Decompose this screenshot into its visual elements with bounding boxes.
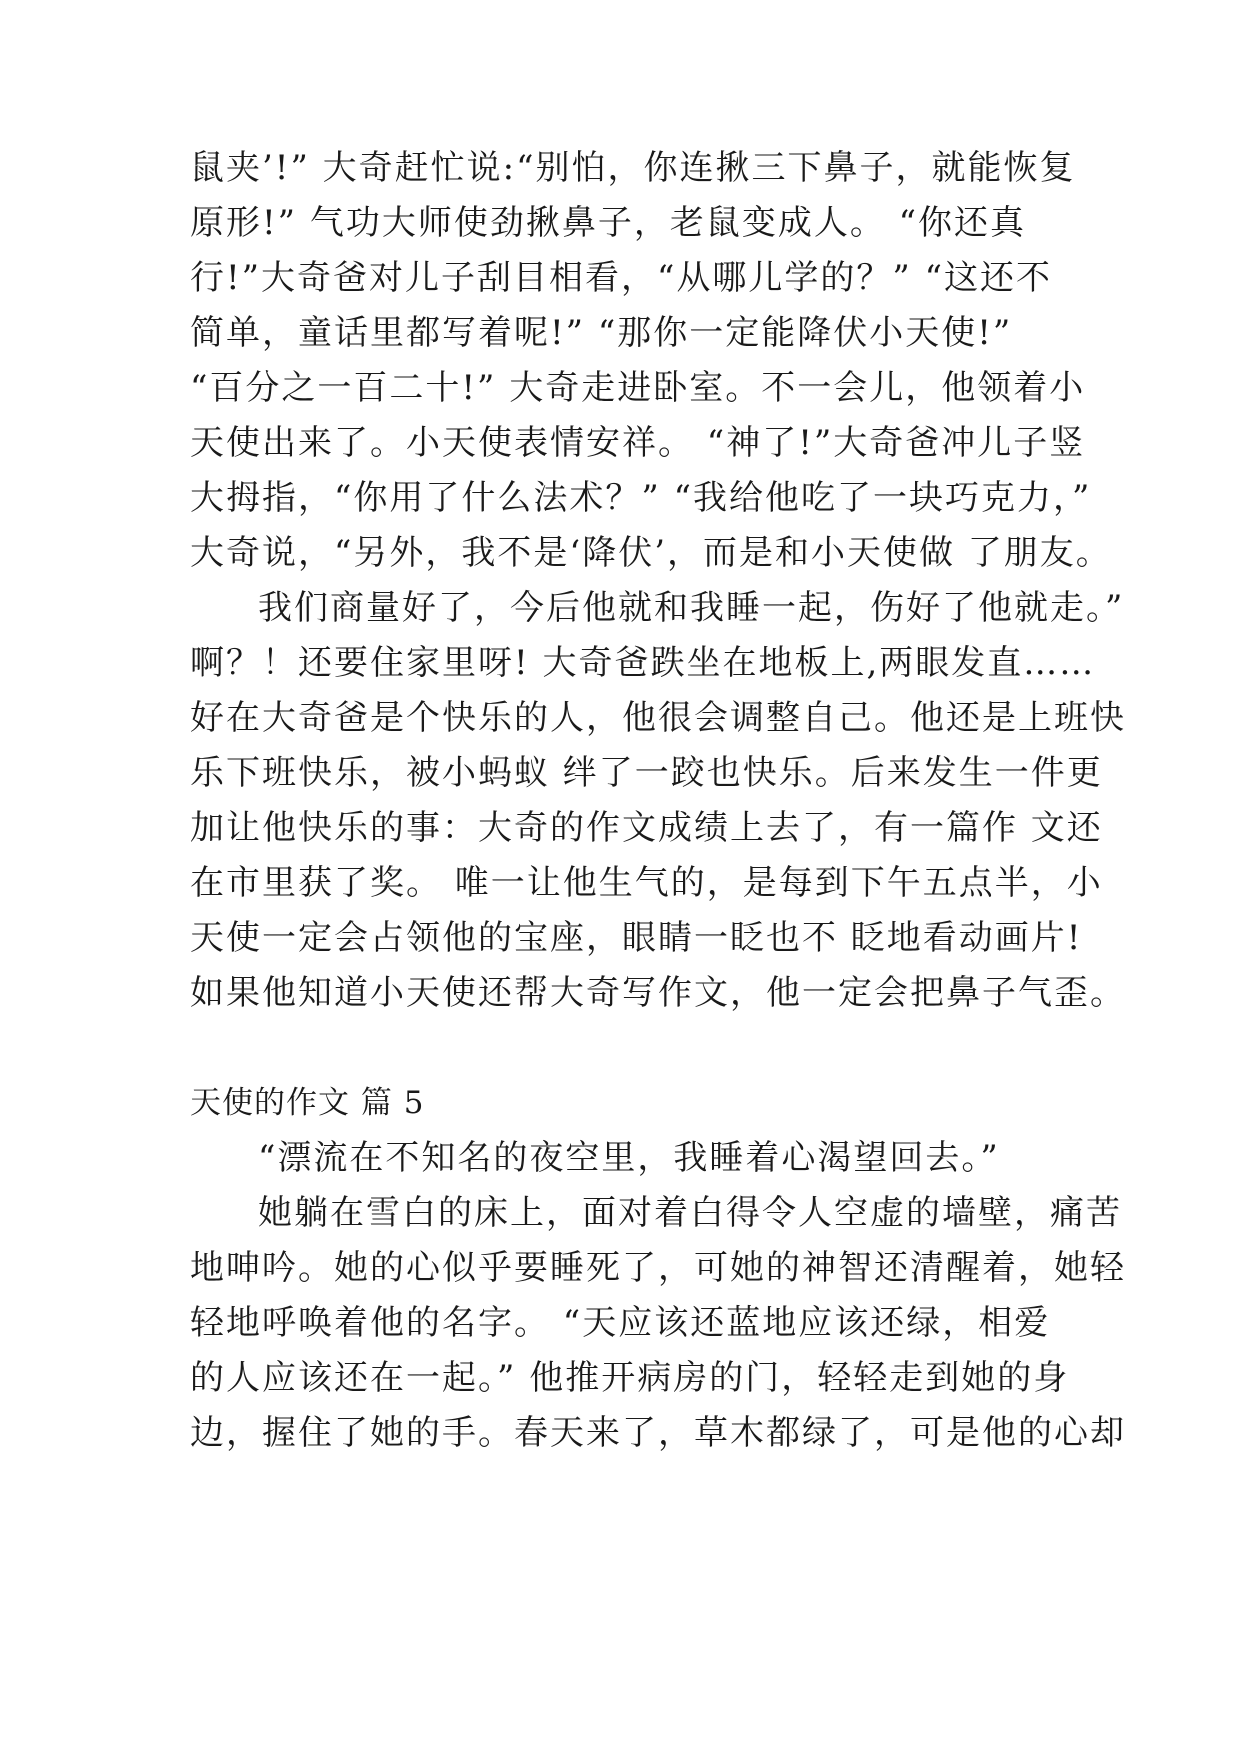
body-text-line: 天使一定会占领他的宝座，眼睛一眨也不 眨地看动画片! bbox=[190, 918, 1083, 958]
body-text-line: 她躺在雪白的床上，面对着白得令人空虚的墙壁，痛苦 bbox=[258, 1193, 1122, 1233]
body-text-line: 大奇说，“另外，我不是‘降伏’，而是和小天使做 了朋友。 bbox=[190, 533, 1112, 573]
body-text-line: 如果他知道小天使还帮大奇写作文，他一定会把鼻子气歪。 bbox=[190, 973, 1126, 1013]
body-text-line: 原形!” 气功大师使劲揪鼻子，老鼠变成人。 “你还真 bbox=[190, 203, 1027, 243]
body-text-line: 啊？！还要住家里呀! 大奇爸跌坐在地板上,两眼发直…… bbox=[190, 643, 1096, 683]
body-text-line: 鼠夹’!” 大奇赶忙说:“别怕，你连揪三下鼻子，就能恢复 bbox=[190, 148, 1076, 188]
body-text-line: 我们商量好了，今后他就和我睡一起，伤好了他就走。” bbox=[258, 588, 1125, 628]
body-text-line: 的人应该还在一起。” 他推开病房的门，轻轻走到她的身 bbox=[190, 1358, 1070, 1398]
body-text-line: 轻地呼唤着他的名字。 “天应该还蓝地应该还绿，相爱 bbox=[190, 1303, 1051, 1343]
body-text-line: 边，握住了她的手。春天来了，草木都绿了，可是他的心却 bbox=[190, 1413, 1126, 1453]
body-text-line: 天使出来了。小天使表情安祥。 “神了!”大奇爸冲儿子竖 bbox=[190, 423, 1086, 463]
body-text-line: 好在大奇爸是个快乐的人，他很会调整自己。他还是上班快 bbox=[190, 698, 1126, 738]
body-text-line: “漂流在不知名的夜空里，我睡着心渴望回去。” bbox=[258, 1138, 1000, 1178]
body-text-line: 在市里获了奖。 唯一让他生气的，是每到下午五点半，小 bbox=[190, 863, 1103, 903]
section-heading: 天使的作文 篇 5 bbox=[190, 1085, 425, 1121]
body-text-line: 简单，童话里都写着呢!” “那你一定能降伏小天使!” bbox=[190, 313, 1013, 353]
body-text-line: 地呻吟。她的心似乎要睡死了，可她的神智还清醒着，她轻 bbox=[190, 1248, 1126, 1288]
body-text-line: “百分之一百二十!” 大奇走进卧室。不一会儿，他领着小 bbox=[190, 368, 1086, 408]
body-text-line: 乐下班快乐，被小蚂蚁 绊了一跤也快乐。后来发生一件更 bbox=[190, 753, 1103, 793]
body-text-line: 大拇指，“你用了什么法术？” “我给他吃了一块巧克力，” bbox=[190, 478, 1092, 518]
body-text-line: 加让他快乐的事：大奇的作文成绩上去了，有一篇作 文还 bbox=[190, 808, 1103, 848]
body-text-line: 行!”大奇爸对儿子刮目相看，“从哪儿学的？” “这还不 bbox=[190, 258, 1052, 298]
